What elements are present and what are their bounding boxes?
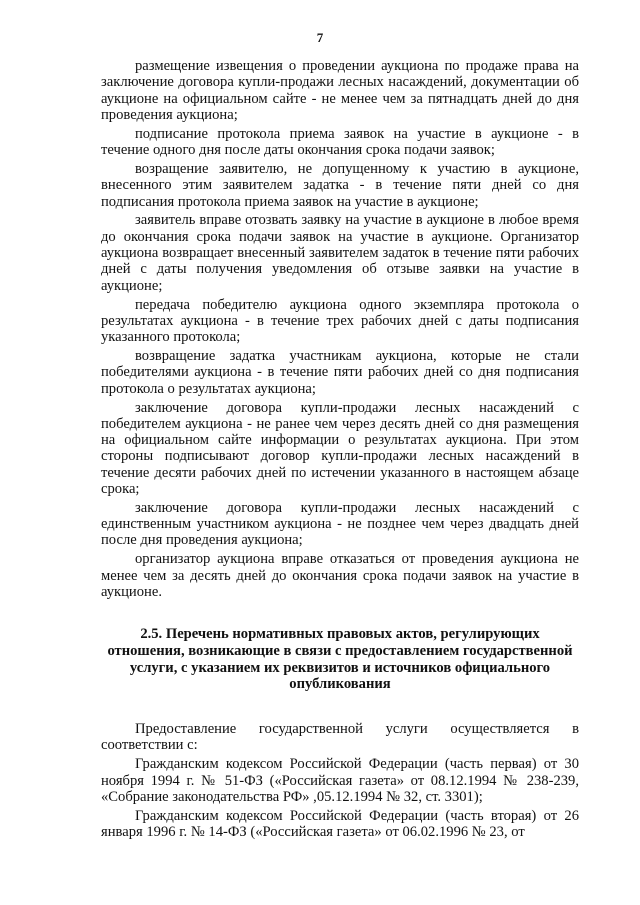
paragraph-protocol-transfer: передача победителю аукциона одного экземпляра протокола о результатах аукциона - в течение трех рабочих дней с даты подписания указанного протокола; xyxy=(101,296,579,346)
paragraph-announcement: размещение извещения о проведении аукциона по продаже права на заключение договора купли-продажи лесных насаждений, документации об аукционе на официальном сайте - не менее чем за пятнадцать дней до дня проведения аукциона; xyxy=(101,58,579,123)
paragraph-auction-cancellation: организатор аукциона вправе отказаться от проведения аукциона не менее чем за десять дней до окончания срока подачи заявок на участие в аукционе. xyxy=(101,551,579,600)
section-heading-line: услуги, с указанием их реквизитов и источников официального xyxy=(129,659,551,676)
paragraph-contract-single-participant: заключение договора купли-продажи лесных насаждений с единственным участником аукциона - не позднее чем через двадцать дней после дня проведения аукциона; xyxy=(101,499,579,549)
section-heading-line: отношения, возникающие в связи с предоставлением государственной xyxy=(107,642,573,659)
paragraph-deposit-return-applicant: возращение заявителю, не допущенному к участию в аукционе, внесенного этим заявителем задатка - в течение пяти дней со дня подписания протокола приема заявок на участие в аукционе; xyxy=(101,160,579,210)
paragraph-contract-winner: заключение договора купли-продажи лесных насаждений с победителем аукциона - не ранее чем через десять дней со дня размещения на официальном сайте информации о результатах аукциона. При этом стороны подписывают договор купли-продажи лесных насаждений в течение десяти рабочих дней по истечении указанного в настоящем абзаце срока; xyxy=(101,399,579,497)
paragraph-legal-basis: Предоставление государственной услуги осуществляется в соответствии с: xyxy=(101,721,579,754)
page-number: 7 xyxy=(316,30,324,45)
paragraph-application-withdrawal: заявитель вправе отозвать заявку на участие в аукционе в любое время до окончания срока подачи заявок на участие в аукционе. Организатор аукциона возвращает внесенный заявителем задаток в течение пяти рабочих дней с даты получения уведомления об отзыве заявки на участие в аукционе; xyxy=(101,212,579,294)
section-heading-line: 2.5. Перечень нормативных правовых актов, регулирующих xyxy=(140,626,540,643)
section-heading-line: опубликования xyxy=(289,676,391,693)
paragraph-civil-code-part-two: Гражданским кодексом Российской Федерации (часть вторая) от 26 января 1996 г. № 14-ФЗ («Российская газета» от 06.02.1996 № 23, от xyxy=(101,807,579,841)
document-body xyxy=(101,58,579,843)
paragraph-protocol-signing: подписание протокола приема заявок на участие в аукционе - в течение одного дня после даты окончания срока подачи заявок; xyxy=(101,125,579,159)
paragraph-deposit-return-participants: возвращение задатка участникам аукциона, которые не стали победителями аукциона - в течение пяти рабочих дней со дня подписания протокола о результатах аукциона; xyxy=(101,348,579,397)
paragraph-civil-code-part-one: Гражданским кодексом Российской Федерации (часть первая) от 30 ноября 1994 г. № 51-ФЗ («Российская газета» от 08.12.1994 № 238-239, «Собрание законодательства РФ» ,05.12.1994 № 32, ст. 3301); xyxy=(101,756,579,805)
section-heading xyxy=(101,626,579,693)
